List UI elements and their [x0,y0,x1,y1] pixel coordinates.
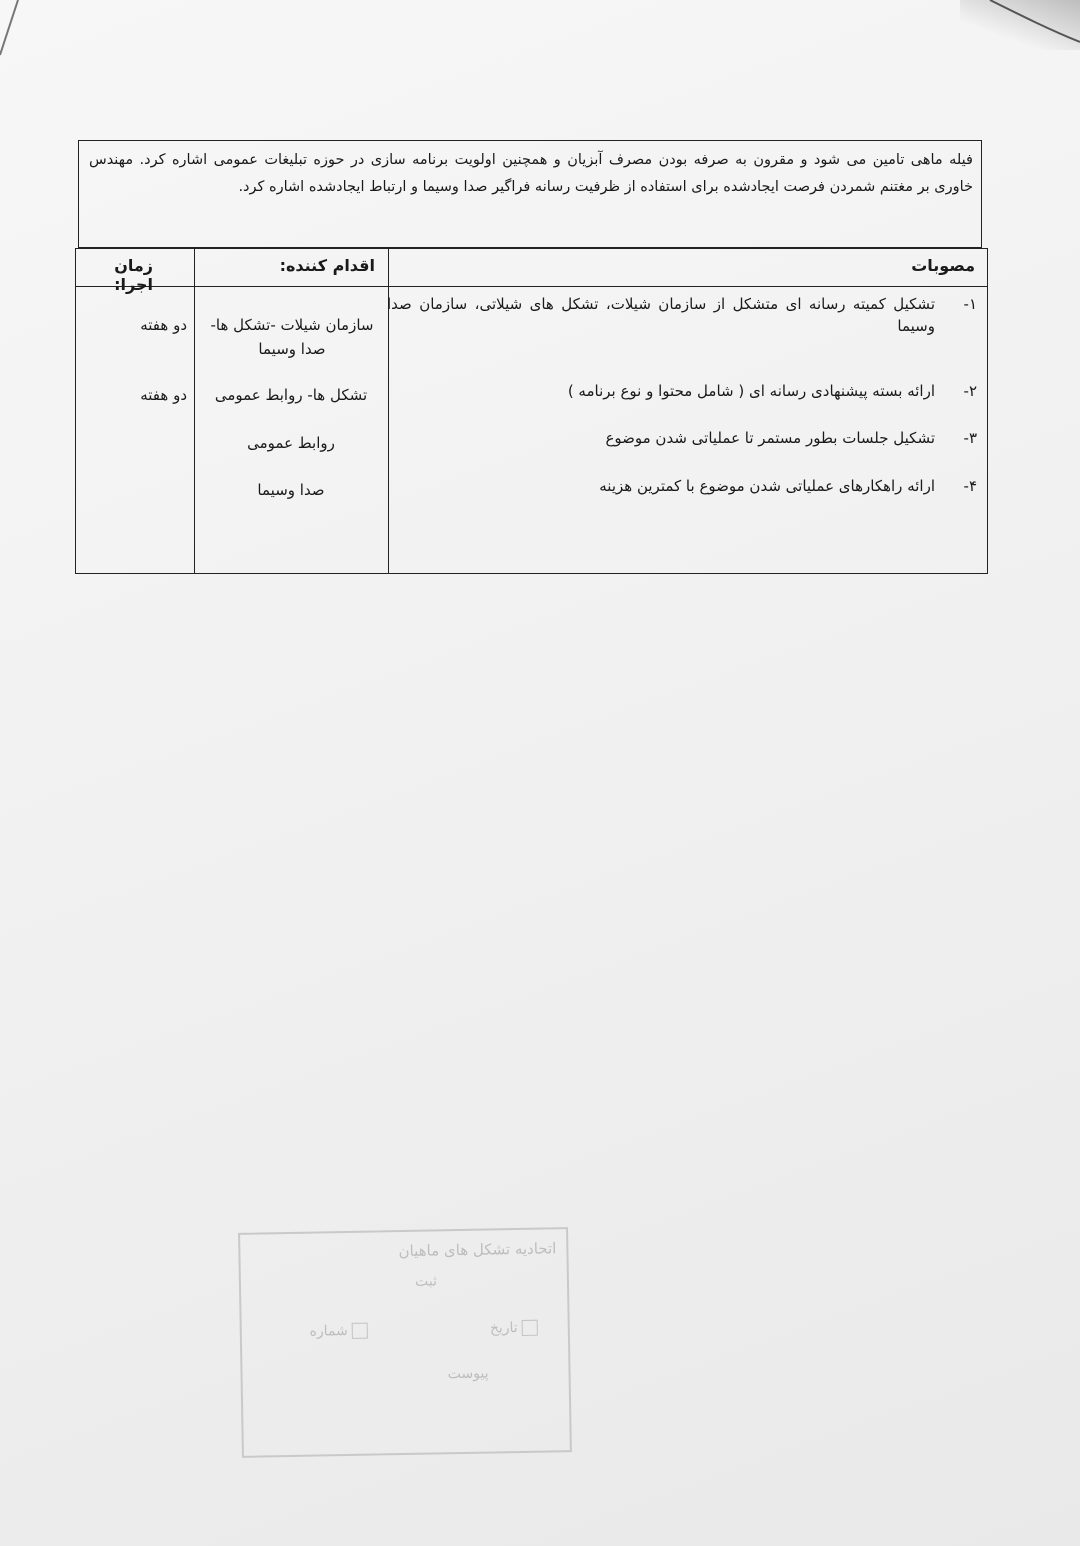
page-fold-edge [960,0,1080,50]
table-header-line [76,286,987,287]
header-approvals: مصوبات [911,256,975,275]
approval-text: ارائه راهکارهای عملیاتی شدن موضوع با کمترین هزینه [599,477,935,495]
stamp-checkbox-icon [522,1320,538,1336]
approval-text: تشکیل جلسات بطور مستمر تا عملیاتی شدن موضوع [605,429,935,447]
stamp-registered: ثبت [414,1273,438,1290]
approval-item-4 [387,475,977,497]
intro-paragraph: فیله ماهی تامین می شود و مقرون به صرفه بودن مصرف آبزیان و همچنین اولویت برنامه سازی در حوزه تبلیغات عمومی اشاره کرد. مهندس خاوری بر مغتنم شمردن فرصت ایجادشده برای استفاده از ظرفیت رسانه فراگیر صدا وسیما و ارتباط ایجادشده اشاره کرد. [89,152,973,195]
approval-number: ۴- [963,477,977,495]
header-time: زمان اجرا: [114,256,153,294]
header-actor: اقدام کننده: [279,256,375,275]
approval-item-3 [387,427,977,449]
stamp-number-field: شماره [309,1323,367,1340]
divider-actor-time [194,249,195,573]
stamp-title: اتحادیه تشکل های ماهیان [398,1239,557,1261]
time-2: دو هفته [140,386,187,404]
approval-number: ۱- [963,295,977,313]
page-corner-shadow [960,0,1080,50]
actor-4: صدا وسیما [257,481,325,499]
time-1: دو هفته [140,316,187,334]
actor-2: تشکل ها- روابط عمومی [214,386,368,404]
approval-text: ارائه بسته پیشنهادی رسانه ای ( شامل محتوا و نوع برنامه ) [567,382,935,400]
approval-item-1 [387,293,977,337]
intro-paragraph-box [78,140,982,248]
approval-item-2 [387,380,977,402]
office-stamp [238,1227,572,1458]
actor-3: روابط عمومی [247,434,335,452]
stamp-attachment: پیوست [447,1365,489,1383]
stamp-checkbox-icon [352,1323,368,1339]
stamp-date-label: تاریخ [490,1320,538,1337]
approval-text: تشکیل کمیته رسانه ای متشکل از سازمان شیلات، تشکل های شیلاتی، سازمان صدا وسیما [387,295,935,335]
actor-1: سازمان شیلات -تشکل ها- صدا وسیما [210,316,374,358]
approval-number: ۳- [963,429,977,447]
approvals-table [75,248,988,574]
approval-number: ۲- [963,382,977,400]
paper-edge-mark [0,0,40,60]
